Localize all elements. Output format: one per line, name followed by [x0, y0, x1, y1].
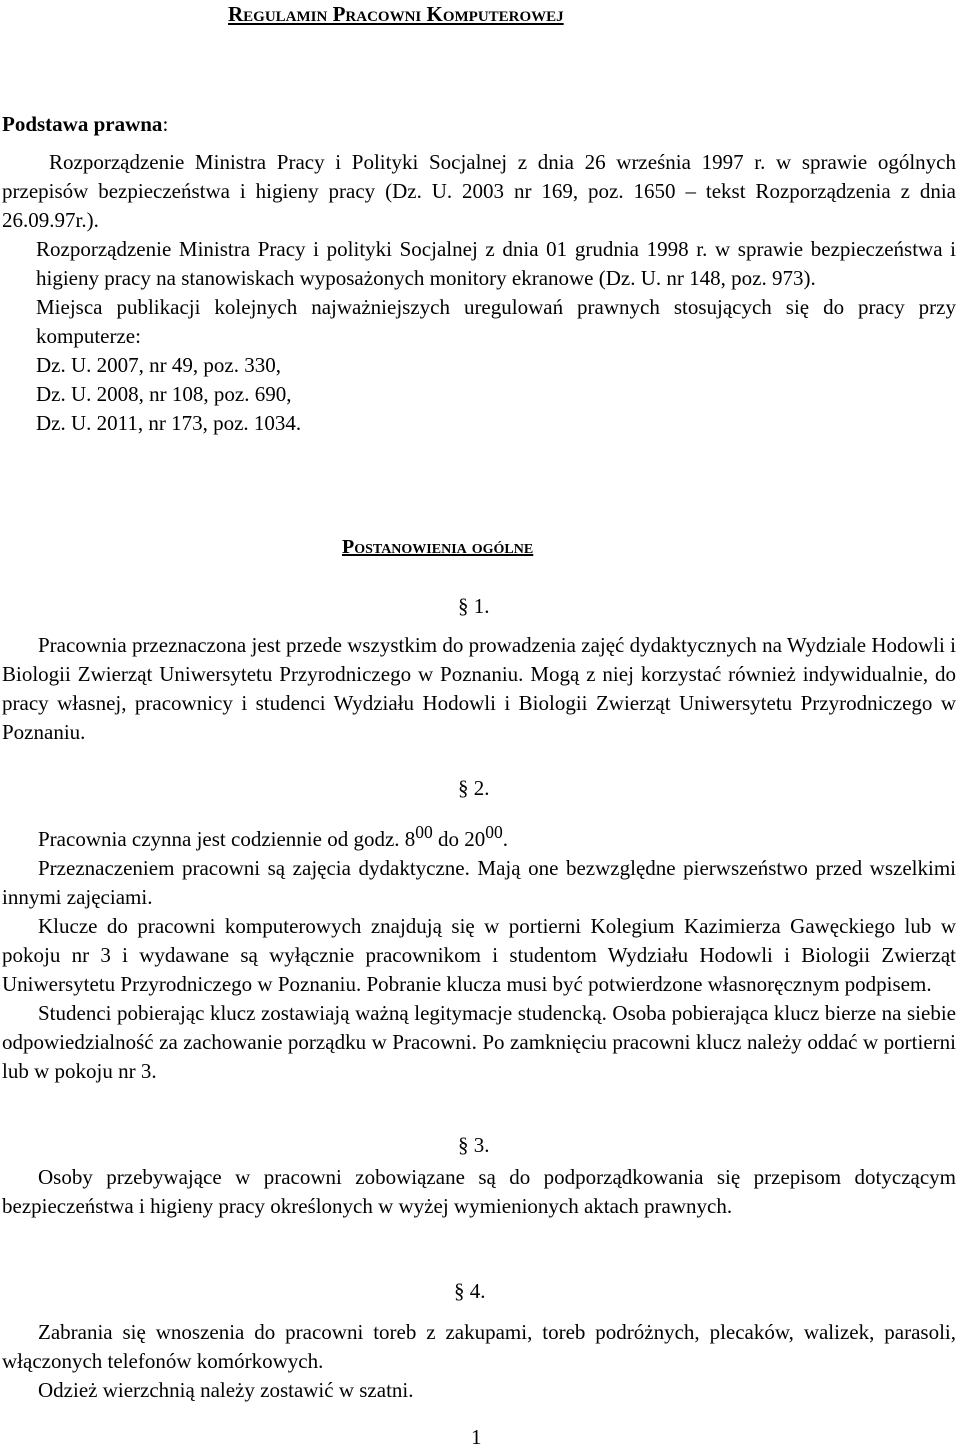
section-4-body — [2, 1318, 956, 1405]
section-3-paragraph: Osoby przebywające w pracowni zobowiązane są do podporządkowania się przepisom dotyczącym bezpieczeństwa i higieny pracy określonych w wyżej wymienionych aktach prawnych. — [2, 1165, 956, 1218]
section-2-paragraph: Przeznaczeniem pracowni są zajęcia dydaktyczne. Mają one bezwzględne pierwszeństwo przed wszelkimi innymi zajęciami. — [2, 856, 956, 909]
section-mark-4: § 4. — [454, 1279, 486, 1303]
open-minutes: 00 — [415, 822, 433, 842]
opening-hours — [2, 818, 956, 854]
section-4-paragraph: Odzież wierzchnią należy zostawić w szatni. — [38, 1378, 414, 1402]
section-4-paragraph: Zabrania się wnoszenia do pracowni toreb z zakupami, toreb podróżnych, plecaków, walizek, parasoli, włączonych telefonów komórkowych. — [2, 1320, 956, 1373]
opening-hours-prefix: Pracownia czynna jest codziennie od godz. — [38, 827, 405, 851]
section-2-paragraph: Studenci pobierając klucz zostawiają ważną legitymacje studencką. Osoba pobierająca klucz bierze na siebie odpowiedzialność za zachowanie porządku w Pracowni. Po zamknięciu pracowni klucz należy oddać w portierni lub w pokoju nr 3. — [2, 1001, 956, 1083]
legal-basis — [2, 148, 956, 438]
legal-basis-item: Miejsca publikacji kolejnych najważniejszych uregulowań prawnych stosujących się do pracy przy komputerze: — [36, 295, 956, 348]
legal-basis-heading-colon: : — [162, 112, 169, 136]
open-hour: 8 — [404, 827, 416, 851]
section-1-paragraph: Pracownia przeznaczona jest przede wszystkim do prowadzenia zajęć dydaktycznych na Wydziale Hodowli i Biologii Zwierząt Uniwersytetu Przyrodniczego w Poznaniu. Mogą z niej korzystać również indywidualnie, do pracy własnej, pracownicy i studenci Wydziału Hodowli i Biologii Zwierząt Uniwersytetu Przyrodniczego w Poznaniu. — [2, 633, 956, 744]
legal-reference: Dz. U. 2008, nr 108, poz. 690, — [36, 382, 292, 406]
section-3-body — [2, 1163, 956, 1221]
section-2-paragraph: Klucze do pracowni komputerowych znajdują się w portierni Kolegium Kazimierza Gawęckiego lub w pokoju nr 3 i wydawane są wyłącznie pracownikom i studentom Wydziału Hodowli i Biologii Zwierząt Uniwersytetu Przyrodniczego w Poznaniu. Pobranie klucza musi być potwierdzone własnoręcznym podpisem. — [2, 914, 956, 996]
legal-basis-heading-label: Podstawa prawna — [2, 112, 163, 136]
legal-reference: Dz. U. 2007, nr 49, poz. 330, — [36, 353, 281, 377]
legal-basis-item: Rozporządzenie Ministra Pracy i polityki Socjalnej z dnia 01 grudnia 1998 r. w sprawie bezpieczeństwa i higieny pracy na stanowiskach wyposażonych monitory ekranowe (Dz. U. nr 148, poz. 973). — [36, 237, 956, 290]
legal-reference: Dz. U. 2011, nr 173, poz. 1034. — [36, 411, 302, 435]
opening-hours-middle: do — [432, 827, 465, 851]
legal-basis-heading — [2, 112, 168, 137]
general-provisions-heading: Postanowienia ogólne — [342, 536, 534, 558]
section-1-body — [2, 631, 956, 747]
document-title: Regulamin Pracowni Komputerowej — [228, 2, 564, 26]
page-number: 1 — [471, 1425, 482, 1449]
legal-references — [2, 351, 956, 438]
close-hour: 20 — [464, 827, 486, 851]
section-mark-2: § 2. — [458, 776, 490, 800]
opening-hours-suffix: . — [502, 827, 509, 851]
section-2-body — [2, 818, 956, 1086]
section-mark-1: § 1. — [458, 594, 490, 618]
legal-basis-item: Rozporządzenie Ministra Pracy i Polityki Socjalnej z dnia 26 września 1997 r. w sprawie ogólnych przepisów bezpieczeństwa i higieny pracy (Dz. U. 2003 nr 169, poz. 1650 – tekst Rozporządzenia z dnia 26.09.97r.). — [2, 150, 956, 232]
close-minutes: 00 — [485, 822, 503, 842]
section-mark-3: § 3. — [458, 1133, 490, 1157]
